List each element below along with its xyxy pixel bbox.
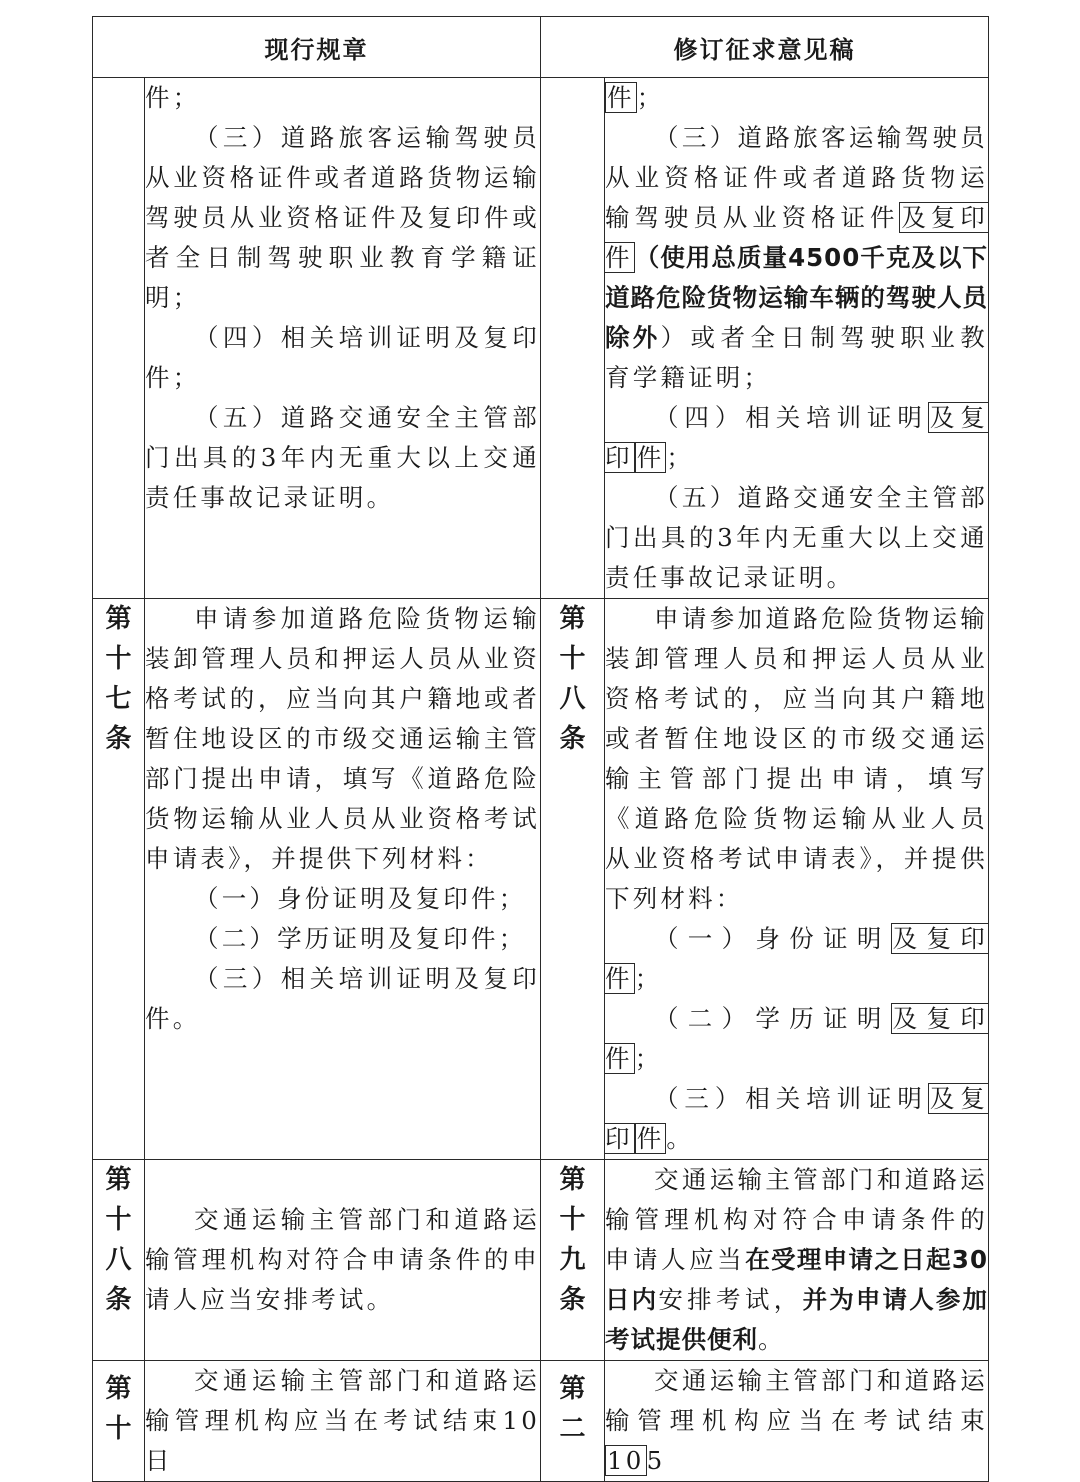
text-span: （三）道路旅客运输驾驶员从业资格证件或者道路货物运输驾驶员从业资格证件 [605, 123, 988, 232]
label-char: 条 [559, 1285, 586, 1315]
article-label [93, 1160, 145, 1361]
label-char: 十 [105, 644, 132, 674]
text-span: ； [634, 964, 663, 993]
revised-text-cell [605, 1160, 989, 1361]
text-span: ； [634, 1044, 663, 1073]
article-text [605, 1361, 988, 1481]
clause-1: （一）身份证明及复印件； [194, 884, 527, 913]
current-text-cell [145, 1361, 541, 1482]
clause-2: （二）学历证明及复印件； [194, 924, 527, 953]
label-char: 条 [559, 724, 586, 754]
revised-text-cell [605, 1361, 989, 1482]
text-span: ； [636, 83, 665, 112]
header-revision-draft: 修订征求意见稿 [541, 17, 989, 78]
label-char: 第 [559, 1165, 586, 1195]
article-label [93, 599, 145, 1160]
article-label [541, 599, 605, 1160]
text-line: 件； [145, 83, 201, 112]
label-char: 条 [105, 724, 132, 754]
article-label-cell [541, 78, 605, 599]
label-char: 第 [105, 604, 132, 634]
added-text: 内 [631, 1285, 659, 1314]
article-text: 交通运输主管部门和道路运输管理机构应当在考试结束10日 [145, 1366, 540, 1475]
clause-3 [605, 1079, 988, 1159]
current-text-cell [145, 78, 541, 599]
clause-2 [605, 999, 988, 1079]
clause-3: （三）相关培训证明及复印件。 [145, 964, 540, 1033]
label-char: 第 [559, 1374, 586, 1404]
text-span: 交通运输主管部门和道路运输管理机构应当在考试结束 [605, 1366, 988, 1435]
article-text: 交通运输主管部门和道路运输管理机构对符合申请条件的申请人应当安排考试。 [145, 1205, 540, 1314]
revision-box: 件 [607, 83, 635, 112]
text-span: （二）学历证明 [654, 1004, 891, 1033]
clause-1 [605, 919, 988, 999]
revision-box: 件 [636, 1124, 665, 1153]
revision-box: 及复印 [605, 403, 988, 472]
clause-5: （五）道路交通安全主管部门出具的3年内无重大以上交通责任事故记录证明。 [605, 483, 988, 592]
table-row [93, 1361, 989, 1482]
text-span: 5 [646, 1446, 666, 1475]
table-header-row [93, 17, 989, 78]
label-char: 十 [105, 1414, 132, 1444]
label-char: 第 [105, 1165, 132, 1195]
text-span: 。 [666, 1124, 695, 1153]
label-char: 八 [105, 1245, 132, 1275]
label-char: 二 [559, 1414, 586, 1444]
article-text [605, 1160, 988, 1360]
article-label-cell [93, 78, 145, 599]
current-text-cell [145, 1160, 541, 1361]
text-span: （一）身份证明 [654, 924, 891, 953]
article-label [541, 1361, 605, 1482]
revised-text-cell [605, 78, 989, 599]
revision-box: 及复印件 [605, 1004, 988, 1073]
comparison-table [92, 16, 989, 1482]
text-span: 。 [758, 1325, 786, 1354]
label-char: 八 [559, 684, 586, 714]
revision-box: 及复印 [605, 1084, 988, 1153]
text-span: （四）相关培训证明 [654, 403, 928, 432]
clause-3 [605, 118, 988, 398]
current-text-cell [145, 599, 541, 1160]
clause-4 [605, 398, 988, 478]
clause-5: （五）道路交通安全主管部门出具的3年内无重大以上交通责任事故记录证明。 [145, 403, 540, 512]
article-text: 申请参加道路危险货物运输装卸管理人员和押运人员从业资格考试的，应当向其户籍地或者暂住地设区的市级交通运输主管部门提出申请，填写《道路危险货物运输从业人员从业资格考试申请表》，并提供下列材料： [145, 604, 540, 873]
article-label [93, 1361, 145, 1482]
label-char: 十 [559, 1205, 586, 1235]
revision-box: 10 [607, 1446, 645, 1475]
text-span: ； [666, 443, 695, 472]
label-char: 七 [105, 684, 132, 714]
revision-box: 件 [636, 443, 665, 472]
text-line [605, 78, 988, 118]
label-char: 十 [105, 1205, 132, 1235]
table-row [93, 1160, 989, 1361]
article-text: 申请参加道路危险货物运输装卸管理人员和押运人员从业资格考试的，应当向其户籍地或者暂住地设区的市级交通运输主管部门提出申请，填写《道路危险货物运输从业人员从业资格考试申请表》，并提供下列材料： [605, 604, 988, 913]
label-char: 条 [105, 1285, 132, 1315]
text-span: （三）相关培训证明 [654, 1084, 928, 1113]
label-char: 九 [559, 1245, 586, 1275]
article-label [541, 1160, 605, 1361]
added-text: （使用总质量4500千克及以下道路危险货物运输车辆的驾驶人员除外 [605, 243, 989, 352]
label-char: 第 [105, 1374, 132, 1404]
label-char: 十 [559, 644, 586, 674]
added-text: 在受理申请之日起30日 [605, 1245, 989, 1314]
text-span: 安排考试， [658, 1285, 803, 1314]
revised-text-cell [605, 599, 989, 1160]
text-span: 交通运输主管部门和道路运输管理机构对符合申请条件的申请人应当 [605, 1165, 988, 1274]
revision-box: 及复印件 [605, 203, 989, 272]
table-row [93, 78, 989, 599]
label-char: 第 [559, 604, 586, 634]
text-span: ）或者全日制驾驶职业教育学籍证明； [605, 323, 989, 392]
header-current-rules: 现行规章 [93, 17, 541, 78]
clause-3: （三）道路旅客运输驾驶员从业资格证件或者道路货物运输驾驶员从业资格证件及复印件或者全日制驾驶职业教育学籍证明； [145, 123, 540, 312]
table-row [93, 599, 989, 1160]
clause-4: （四）相关培训证明及复印件； [145, 323, 540, 392]
revision-box: 及复印件 [605, 924, 988, 993]
added-text: 并为申请人参加考试提供便利 [605, 1285, 989, 1354]
